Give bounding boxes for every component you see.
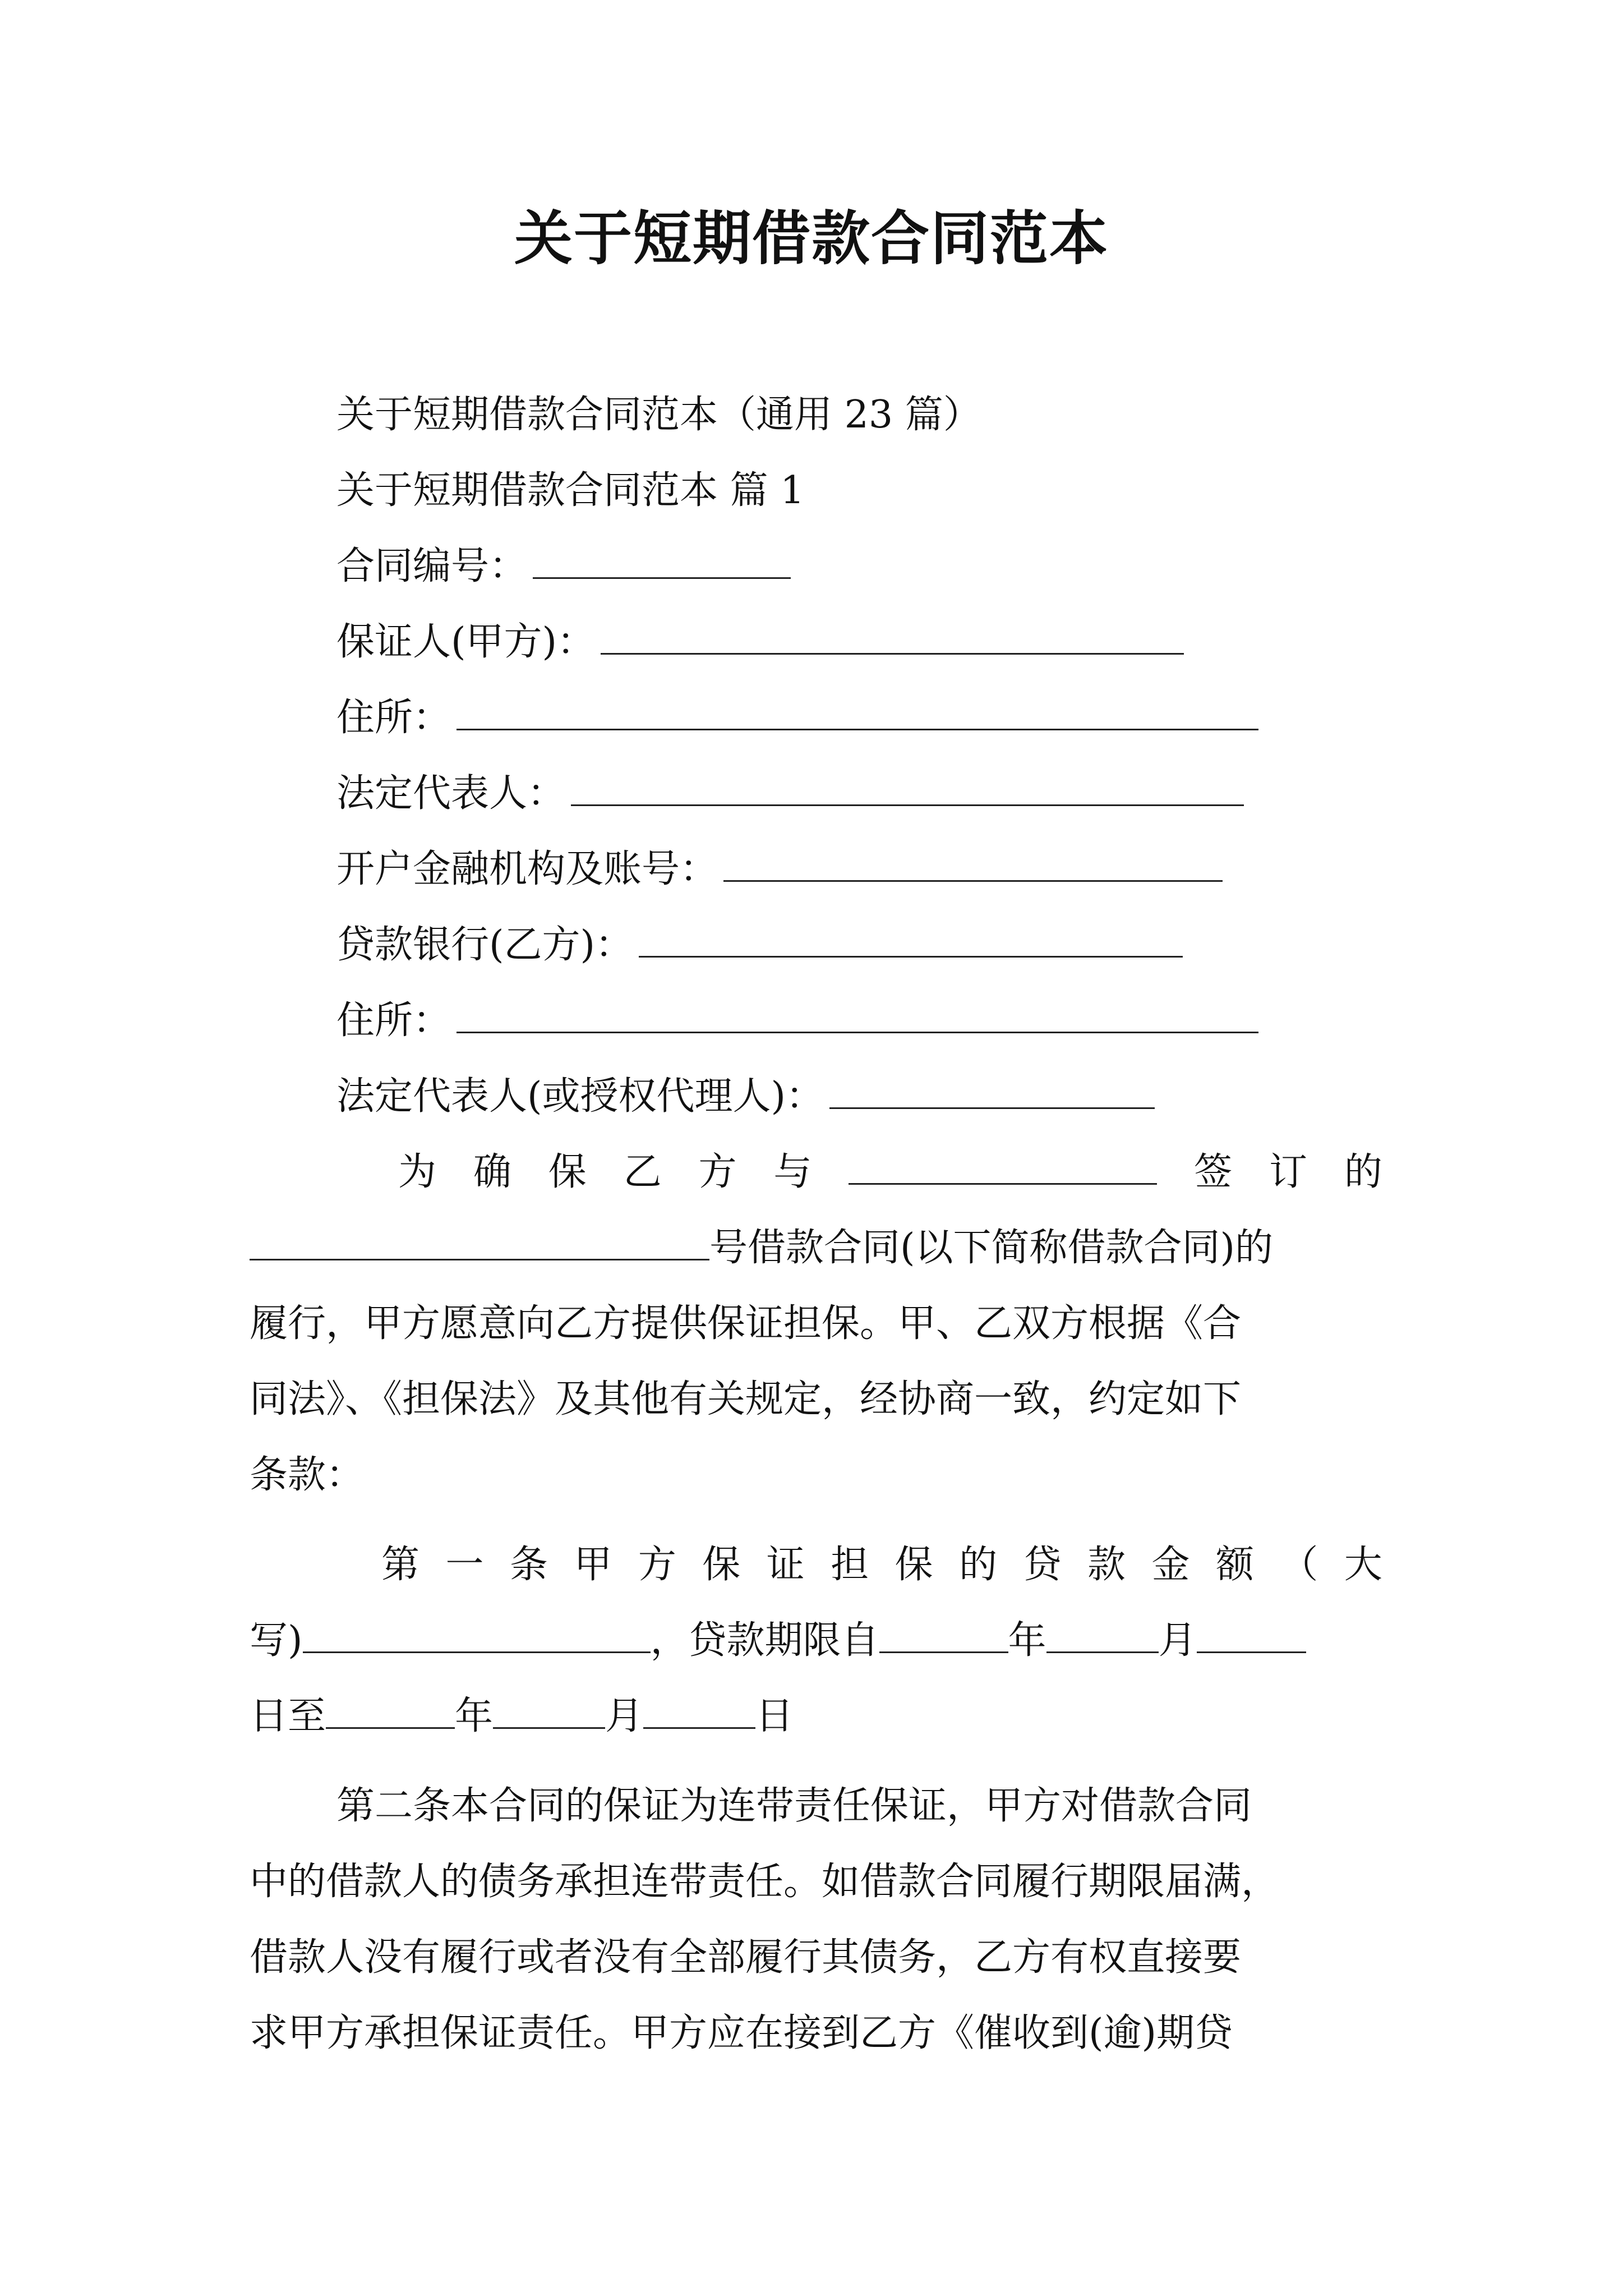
fill-blank [723, 845, 1223, 882]
article-text: 月 [605, 1694, 644, 1738]
article-text: 年 [1008, 1618, 1046, 1663]
article-2-line-2: 中的借款人的债务承担连带责任。如借款合同履行期限届满， [250, 1860, 1280, 1904]
field-label: 住所： [336, 999, 451, 1043]
fill-blank [533, 542, 791, 579]
field-label: 开户金融机构及账号： [336, 847, 718, 891]
field-bank-account [336, 841, 1223, 898]
section-heading: 关于短期借款合同范本 篇 1 [336, 468, 805, 513]
field-label: 合同编号： [336, 544, 528, 588]
field-label: 住所： [336, 696, 451, 740]
field-label: 保证人(甲方)： [336, 620, 596, 664]
field-guarantor-representative [336, 766, 1244, 822]
char: 方 [698, 1150, 737, 1194]
char: 一 [445, 1543, 484, 1587]
char: 为 [398, 1150, 437, 1194]
field-lender-bank [336, 917, 1183, 973]
char: 担 [831, 1543, 869, 1587]
article-text: 日至 [250, 1694, 326, 1738]
char: 贷 [1023, 1543, 1062, 1587]
field-contract-number [336, 539, 791, 595]
char: 款 [1087, 1543, 1126, 1587]
char: 条 [509, 1543, 548, 1587]
field-lender-representative [336, 1069, 1155, 1125]
fill-blank [303, 1617, 651, 1653]
char: 金 [1151, 1543, 1190, 1587]
char: 保 [548, 1150, 587, 1194]
char: 甲 [574, 1543, 612, 1587]
char: 与 [773, 1150, 812, 1194]
preamble-line-1 [398, 1144, 1382, 1200]
char: 保 [895, 1543, 933, 1587]
fill-blank [457, 997, 1258, 1033]
article-2-line-4: 求甲方承担保证责任。甲方应在接到乙方《催收到(逾)期贷 [250, 2011, 1233, 2055]
article-2-line-1: 第二条本合同的保证为连带责任保证，甲方对借款合同 [336, 1784, 1252, 1828]
fill-blank [643, 1692, 755, 1729]
char: 大 [1344, 1543, 1382, 1587]
preamble-line-5: 条款： [250, 1453, 365, 1497]
char: 的 [1344, 1150, 1382, 1194]
char: 方 [638, 1543, 676, 1587]
char: 第 [381, 1543, 420, 1587]
fill-blank [829, 1073, 1155, 1109]
field-guarantor-address [336, 690, 1258, 746]
fill-blank [1197, 1617, 1306, 1653]
document-title: 关于短期借款合同范本 [514, 204, 1109, 273]
preamble-line-4: 同法》、《担保法》及其他有关规定，经协商一致，约定如下 [250, 1377, 1242, 1421]
fill-blank [1046, 1617, 1159, 1653]
preamble-line-2 [250, 1220, 1273, 1276]
article-text: 写) [250, 1618, 303, 1663]
preamble-text: 号借款合同(以下简称借款合同)的 [709, 1226, 1274, 1270]
fill-blank [493, 1692, 605, 1729]
document-subtitle: 关于短期借款合同范本（通用 23 篇） [336, 393, 981, 437]
char: 乙 [623, 1150, 662, 1194]
char: 签 [1194, 1150, 1233, 1194]
article-2-line-3: 借款人没有履行或者没有全部履行其债务，乙方有权直接要 [250, 1935, 1242, 1980]
char: 保 [702, 1543, 741, 1587]
char: 证 [766, 1543, 805, 1587]
preamble-line-3: 履行，甲方愿意向乙方提供保证担保。甲、乙双方根据《合 [250, 1301, 1242, 1346]
article-1-line-1 [381, 1537, 1382, 1593]
article-text: 月 [1158, 1618, 1197, 1663]
fill-blank [849, 1148, 1157, 1185]
field-label: 贷款银行(乙方)： [336, 923, 634, 967]
fill-blank [571, 770, 1244, 806]
fill-blank [457, 694, 1258, 730]
article-text: 日 [755, 1694, 794, 1738]
char: 确 [473, 1150, 511, 1194]
fill-blank [250, 1224, 709, 1260]
field-label: 法定代表人(或授权代理人)： [336, 1074, 824, 1119]
fill-blank [326, 1692, 455, 1729]
article-text: 年 [455, 1694, 494, 1738]
field-lender-address [336, 993, 1258, 1049]
char: （ [1280, 1543, 1318, 1587]
fill-blank [639, 921, 1183, 958]
article-text: ，贷款期限自 [650, 1618, 879, 1663]
char: 的 [959, 1543, 998, 1587]
char: 订 [1269, 1150, 1307, 1194]
fill-blank [601, 618, 1184, 655]
fill-blank [879, 1617, 1008, 1653]
field-guarantor [336, 614, 1184, 670]
field-label: 法定代表人： [336, 771, 566, 816]
article-1-line-3 [250, 1688, 794, 1745]
char: 额 [1215, 1543, 1254, 1587]
article-1-line-2 [250, 1613, 1306, 1669]
